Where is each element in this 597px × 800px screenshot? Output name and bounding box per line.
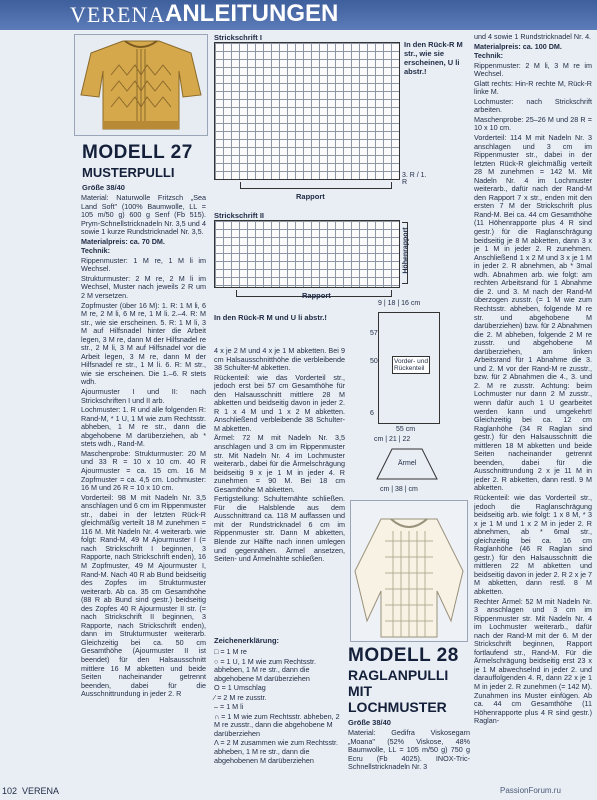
- model28-material: Material: Gedifra Viskosegarn „Moana" (52% Viskose, 48% Baumwolle, LL = 105 m/50 g) 750 g Ecru (Fb 4025). INOX-Tric-Schnellstricknadeln Nr. 3: [348, 729, 470, 772]
- side-label-b: 50: [370, 358, 378, 365]
- paragraph: Rückenteil: wie das Vorderteil str., jedoch die Raglanschrägung beidseitig arb. wie folgt: 1 x 8 M, * 3 x je 1 M und 1 x 2 M in jeder 2. R abnehmen, ab * 6mal str., gleichzeitig bei ca. 16 cm Raglanhöhe (46 R Raglan sind gestr.) für den Halsausschnitt die mittleren 22 M abketten und beidseitig davon in jeder 2. R 2 x je 7 M abketten, dann restl. 8 M abketten.: [474, 492, 592, 596]
- chart1-note: In den Rück-R M str., wie sie erscheinen, U li abstr.!: [404, 40, 463, 76]
- model28-title: MODELL 28: [348, 645, 459, 666]
- paragraph: Technik:: [474, 51, 504, 61]
- chart1-rapport-bracket: [240, 182, 392, 189]
- paragraph: Glatt rechts: Hin-R rechte M, Rück-R linke M.: [474, 78, 592, 97]
- paragraph: Vorderteil: 98 M mit Nadeln Nr. 3,5 anschlagen und 6 cm im Rippenmuster str., dabei in der letzten Rück-R gleichmäßig verteilt 18 M zunehmen = 116 M. Mit Nadeln Nr. 4 weiterarb. wie folgt: Rand-M, 49 M Ajourmuster I (= nach Strickschrift I beginnen, 3 Rapporte, nach Strickschrift enden), 16 M Zopfmuster, 49 M Ajourmuster I, Rand-M. Nach 40 R ab Bund beidseitig des Zopfes im Strukturmuster weiterarb. Ab ca. 35 cm Gesamthöhe (88 R ab Bund sind gestr.) beidseitig des Zopfes 40 R Ajourmuster II str. (= nach Strickschrift II beginnen, 3 Rapporte, nach Strickschrift enden), dann im Strukturmuster weiterarb. Gleichzeitig bei ca. 50 cm Gesamthöhe (Ajourmuster II ist beendet) für den Halsausschnitt mittlere 16 M abketten und beide Seiten nacheinander getrennt beenden, dabei für die Ausschnittrundung in jeder 2. R: [81, 492, 206, 699]
- paragraph: Rechter Ärmel: 52 M mit Nadeln Nr. 3 anschlagen und 3 cm im Rippenmuster str. Mit Nadeln Nr. 4 im Lochmuster weiterarb., dafür nach der Rand-M mit der 6. M der Strickschrift beginnen, Rapport fortlaufend str., Rand-M. Für die Ärmelschrägung beidseitig erst 23 x je 1 M abwechselnd in jeder 2. und darauffolgenden 4. R, dann 22 x je 1 M in jeder 2. R zunehmen (= 142 M). Zunahmen ins Muster einfügen. Ab ca. 44 cm Gesamthöhe (11 Höhenrapporte plus 4 R sind gestr.) Raglan-: [474, 596, 592, 726]
- model28-subtitle-2: MIT: [348, 683, 373, 699]
- chart2-rapport: Rapport: [302, 291, 331, 300]
- legend-item: ○ = 1 U, 1 M wie zum Rechtsstr. abheben, 1 M re str., dann die abgehobene M darüberziehen: [214, 656, 317, 683]
- paragraph: Lochmuster: nach Strickschrift arbeiten.: [474, 96, 592, 115]
- paragraph: Maschenprobe: 25–26 M und 28 R = 10 x 10 cm.: [474, 114, 592, 133]
- schematic-top-numbers: 9 | 18 | 16 cm: [378, 300, 421, 307]
- column-2: [214, 347, 345, 632]
- paragraph: Rippenmuster: 2 M li, 3 M re im Wechsel.: [474, 60, 592, 79]
- legend-item: ∩ = 1 M wie zum Rechtsstr. abheben, 2 M re zusstr., dann die abgehobene M darüberziehen: [214, 711, 340, 738]
- paragraph: Strukturmuster: 2 M re, 2 M li im Wechsel, Muster nach jeweils 2 R um 2 M versetzen.: [81, 273, 206, 301]
- legend-list: [214, 648, 340, 766]
- watermark: PassionForum.ru: [500, 786, 561, 795]
- model28-subtitle-1: RAGLANPULLI: [348, 667, 449, 683]
- paragraph: Maschenprobe: Strukturmuster: 20 M und 33 R = 10 x 10 cm. 40 R Ajourmuster = ca. 15 cm. 16 M Zopfmuster = ca. 4,5 cm. Lochmuster: 16 M und 26 R = 10 x 10 cm.: [81, 448, 206, 493]
- column-4: [474, 33, 592, 785]
- paragraph: Ajourmuster I und II: nach Strickschriften I und II arb.: [81, 387, 206, 405]
- paragraph: Materialpreis: ca. 100 DM.: [474, 41, 562, 51]
- footer-brand: VERENA: [22, 786, 60, 796]
- chart2-grid: [214, 220, 400, 288]
- paragraph: Material: Naturwolle Fritzsch „Sea Land Soft" (100% Baumwolle, LL = 105 m/50 g) 600 g Senf (Fb 515). Prym-Schnellstricknadeln Nr. 3,5 und 4 sowie 1 kurze Rundstricknadel Nr. 3,5.: [81, 194, 206, 237]
- paragraph: 4 x je 2 M und 4 x je 1 M abketten. Bei 9 cm Halsausschnitthöhe die verbleibende 38 Schulter-M abketten.: [214, 347, 345, 373]
- paragraph: Materialpreis: ca. 70 DM.: [81, 236, 165, 246]
- body-schematic-label: Vorder- und Rückenteil: [392, 356, 430, 374]
- model27-title: MODELL 27: [82, 142, 193, 163]
- chart2-side-label: Höhenrapport: [402, 227, 410, 274]
- legend-item: □ = 1 M re: [214, 647, 247, 656]
- paragraph: Fertigstellung: Schulternähte schließen. Für die Halsblende aus dem Ausschnittrand ca. 118 M auffassen und mit der Rundstricknadel 6 cm im Rippenmuster str. Dann M abketten, Blende zur Hälfte nach innen umlegen und gegennähen. Ärmel ansetzen, Seiten- und Ärmelnähte schließen.: [214, 494, 345, 564]
- chart1-rapport: Rapport: [296, 192, 325, 201]
- legend-item: O = 1 Umschlag: [214, 683, 266, 693]
- paragraph: Lochmuster: 1. R und alle folgenden R: Rand-M, * 1 U, 1 M wie zum Rechtsstr. abheben, 1 M re str., dann die abgehobene M darüberziehen, ab * stets wdh., Rand-M.: [81, 405, 206, 449]
- paragraph: Rückenteil: wie das Vorderteil str., jedoch erst bei 57 cm Gesamthöhe für den Halsausschnitt mittlere 28 M abketten und beidseitig davon in jeder 2. R 1 x 4 M und 1 x 2 M abketten. Anschließend verbleibende 38 Schulter-M abketten.: [214, 372, 345, 433]
- model27-photo: [74, 34, 208, 136]
- legend-item: ⁄ = 2 M re zusstr.: [214, 692, 267, 702]
- model28-size: Größe 38/40: [348, 718, 391, 727]
- chart1-grid: [214, 42, 400, 180]
- column-1: [81, 194, 206, 780]
- sleeve-top-numbers: cm | 21 | 22: [374, 436, 411, 443]
- paragraph: Vorderteil: 114 M mit Nadeln Nr. 3 anschlagen und 3 cm im Rippenmuster str., dabei in der letzten Rück-R gleichmäßig verteilt 28 M zunehmen = 142 M. Mit Nadeln Nr. 4 im Lochmuster weiterarb., dafür nach der Rand-M den Rapport 7 x str., enden mit den ersten 7 M der Strickschrift plus Rand-M. Bei ca. 44 cm Gesamthöhe (11 Höhenrapporte plus 4 R sind gestr.) für die Raglanschrägung beidseitig je 8 M abketten, dann 3 x je 1 M in jeder 2. R zunehmen. Anschließend 1 x 2 M und 3 x je 1 M in jeder 2. R abnehmen, ab * 3mal wdh. Abnahmen arb. wie folgt: am rechten Arbeitsrand für 1 Abnahme die 2. und 3. M nach der Rand-M überzogen zusstr. (= 1 M wie zum Rechtsstr. abheben, folgende M re str. und abgehobene M darüberziehen) bzw. für 2 Abnahmen die 2. M abheben, folgende 2 M re zusstr. und abgehobene M darüberziehen, am linken Arbeitsrand für 1 Abnahme die 3. und 2. M vor der Rand-M re zusstr., bzw. für 2 Abnahmen die 4., 3. und 2. M re zusstr. Achtung: beim Lochmuster nur dann 2 M zusstr., wenn dafür auch 1 U gearbeitet werden kann und umgekehrt! Gleichzeitig bei ca. 12 cm Raglanhöhe (34 R Raglan sind gestr.) für den Halsausschnitt die mittleren 18 M abketten und beide Seiten nacheinander getrennt beenden, dabei für die Ausschnittrundung 2 x je 11 M in jeder 2. R abketten, dann restl. 9 M abketten.: [474, 133, 592, 493]
- paragraph: Ärmel: 72 M mit Nadeln Nr. 3,5 anschlagen und 3 cm im Rippenmuster str. Mit Nadeln Nr. 4 im Lochmuster weiterarb., dabei für die Ärmelschrägung beidseitig 9 x je 1 M in jeder 4. R zunehmen = 90 M. Bei 18 cm Gesamthöhe M abketten.: [214, 433, 345, 494]
- legend-item: Λ = 2 M zusammen wie zum Rechtsstr. abheben, 1 M re str., dann die abgehobenen M darüberziehen: [214, 738, 339, 765]
- paragraph: Technik:: [81, 246, 111, 256]
- side-label-a: 57: [370, 330, 378, 337]
- legend-item: – = 1 M li: [214, 702, 244, 712]
- sweater-illustration: [351, 501, 467, 641]
- chart2-note: In den Rück-R M und U li abstr.!: [214, 313, 327, 322]
- brand-title: VERENA: [70, 2, 166, 27]
- paragraph: Rippenmuster: 1 M re, 1 M li im Wechsel.: [81, 255, 206, 274]
- model28-subtitle-3: LOCHMUSTER: [348, 699, 447, 715]
- side-label-c: 6: [370, 410, 374, 417]
- page-number: 102: [2, 786, 18, 796]
- model27-subtitle: MUSTERPULLI: [82, 165, 175, 180]
- chart1-rows: 3. R / 1. R: [402, 172, 427, 186]
- chart2-title: Strickschrift II: [214, 211, 265, 220]
- paragraph: Zopfmuster (über 16 M): 1. R: 1 M li, 6 M re, 2 M li, 6 M re, 1 M li. 2.–4. R: M str., wie sie erscheinen. 5. R: 1 M li, 3 M auf Hilfsnadel hinter die Arbeit legen, 3 M re, dann M der Hilfsnadel re str., 2 M li, 3 M auf Hilfsnadel vor die Arbeit legen, 3 M re, dann M der Hilfsnadel re str., 1 M li. 6. R: M str., wie sie erscheinen. Die 1.–6. R stets wdh.: [81, 300, 206, 387]
- model27-size: Größe 38/40: [82, 183, 125, 192]
- sleeve-label: Ärmel: [398, 460, 417, 467]
- schematic-bottom: 55 cm: [396, 426, 416, 433]
- paragraph: und 4 sowie 1 Rundstricknadel Nr. 4.: [474, 33, 592, 41]
- model28-photo: [350, 500, 468, 642]
- sleeve-bottom-numbers: cm | 38 | cm: [380, 486, 418, 493]
- legend-title: Zeichenerklärung:: [214, 636, 280, 645]
- chart1-title: Strickschrift I: [214, 33, 262, 42]
- sweater-illustration: [75, 35, 207, 135]
- section-title: ANLEITUNGEN: [165, 0, 339, 27]
